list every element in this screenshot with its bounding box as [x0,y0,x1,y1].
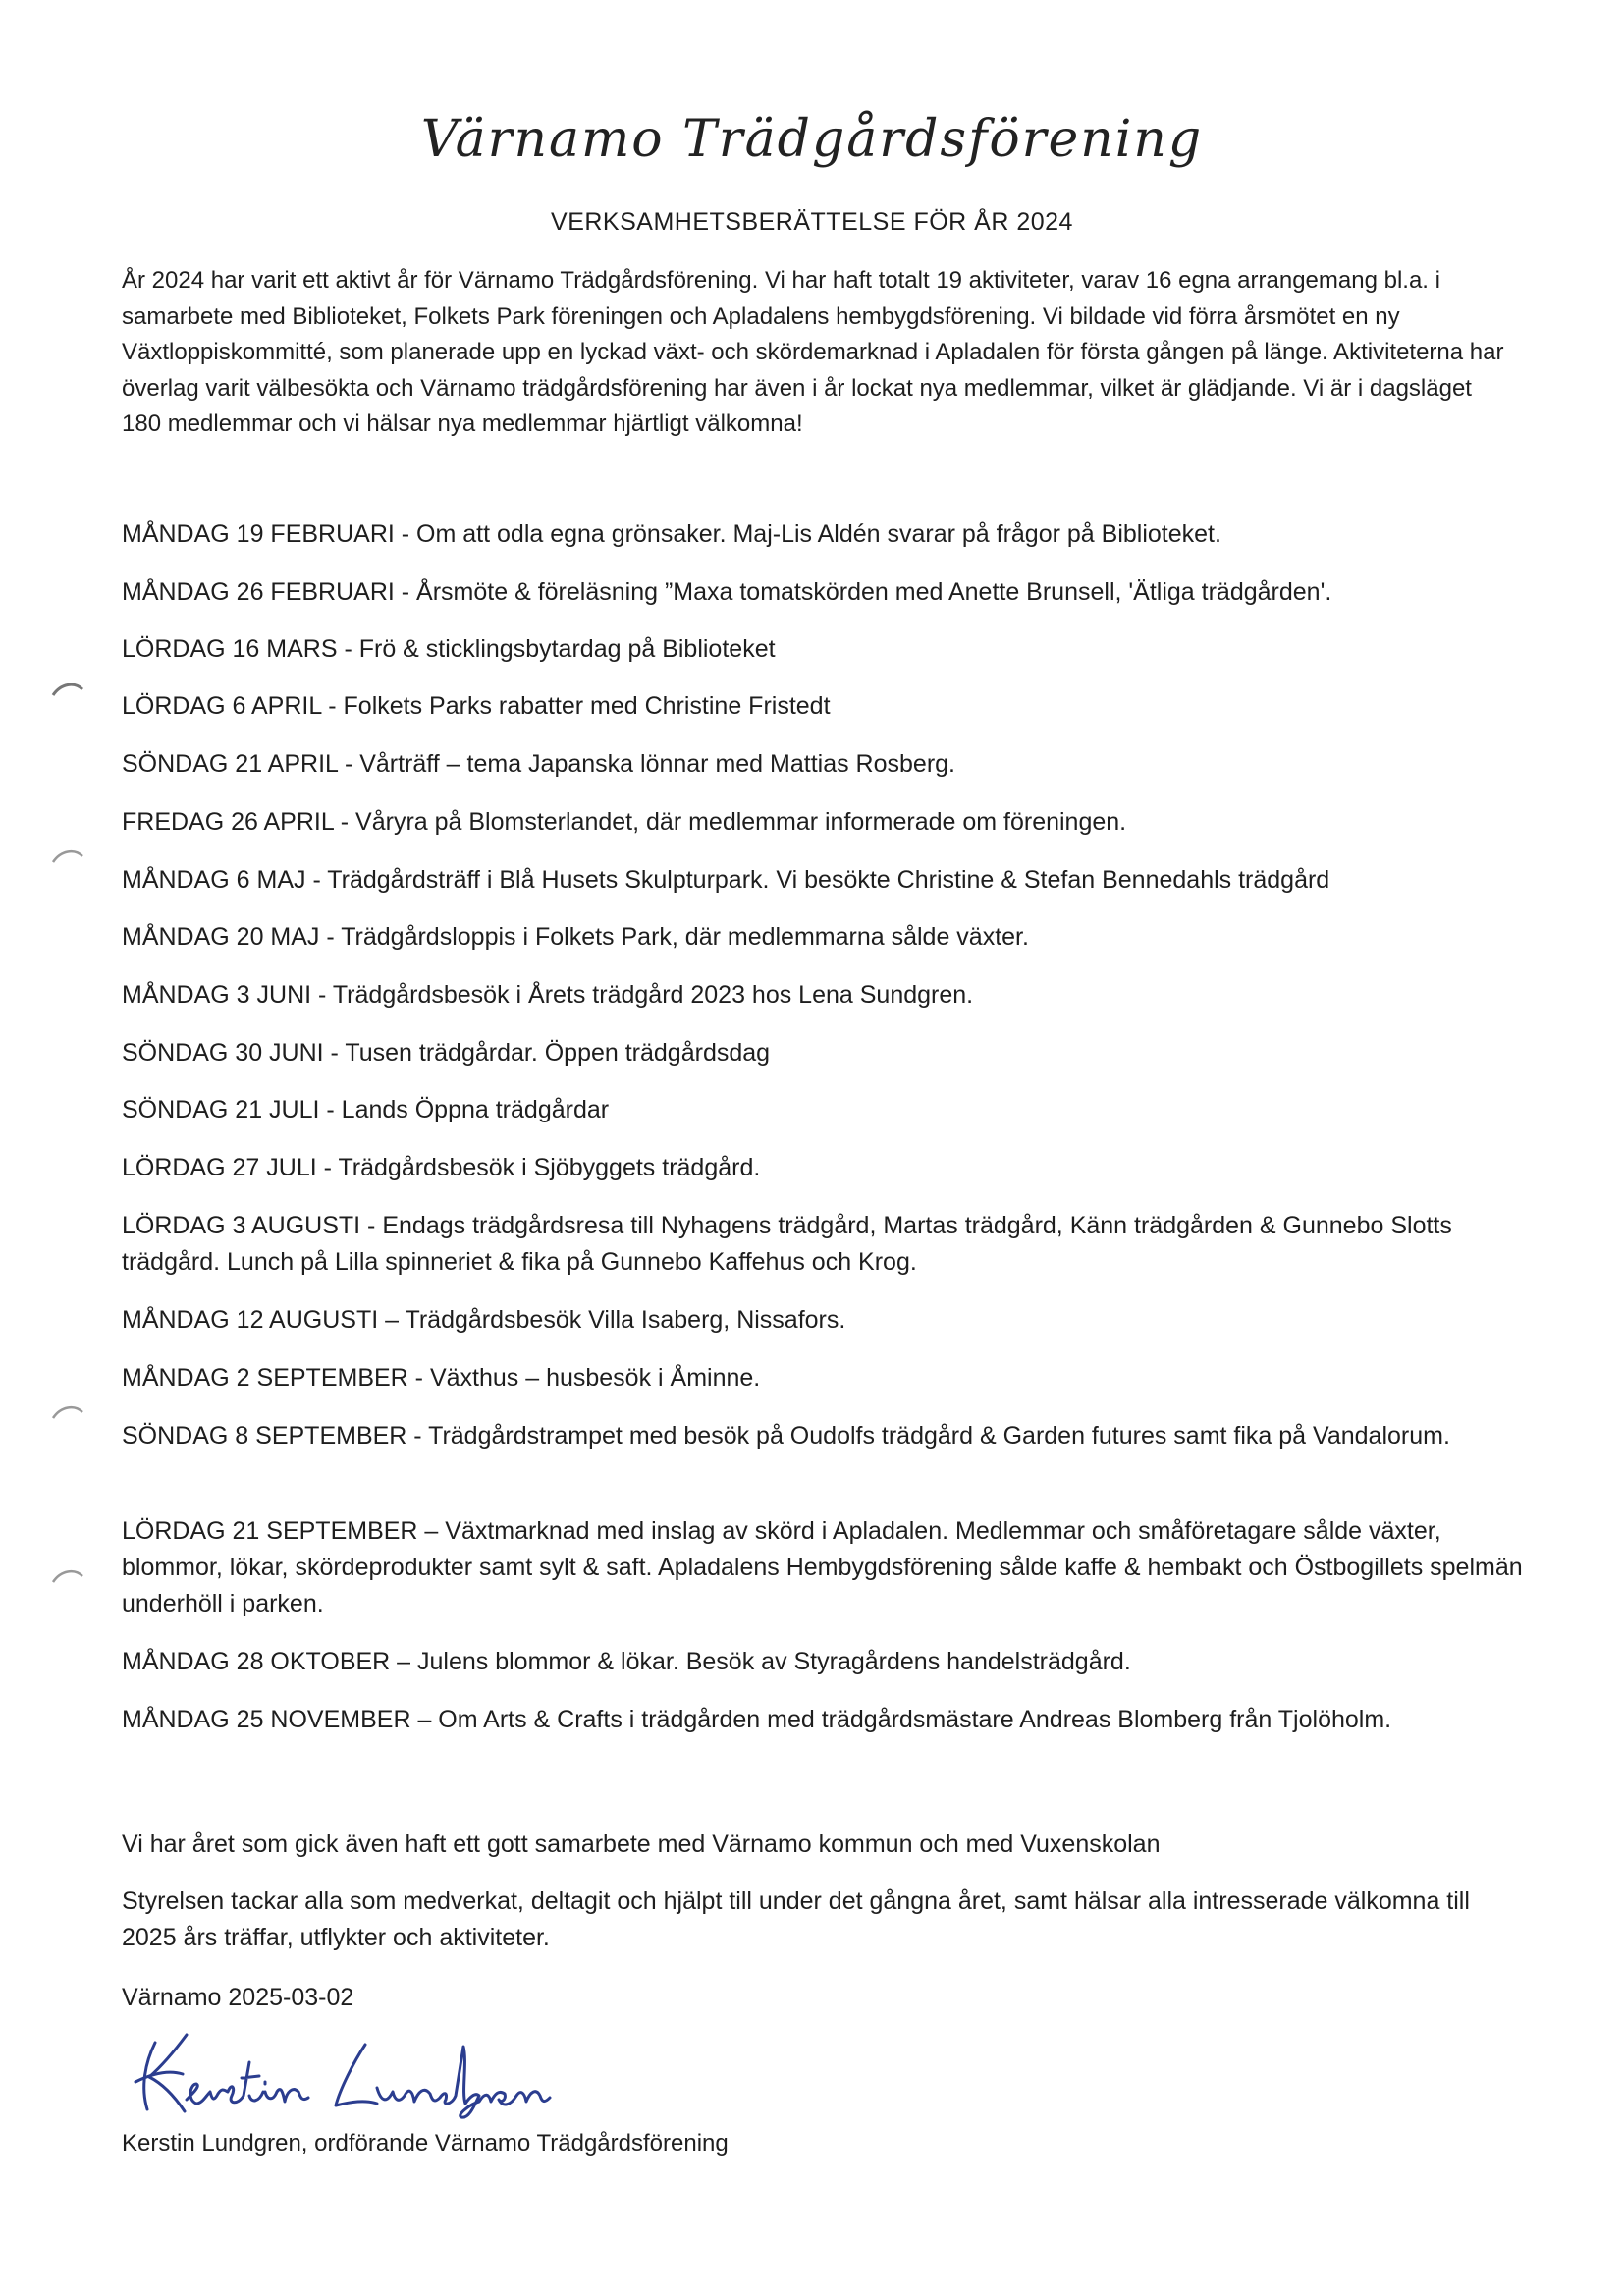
event-item: MÅNDAG 28 OKTOBER – Julens blommor & lökar. Besök av Styragårdens handelsträdgård. [122,1648,1131,1675]
event-item: MÅNDAG 2 SEPTEMBER - Växthus – husbesök i Åminne. [122,1364,761,1392]
punch-hole-mark [51,1402,84,1422]
place-date-text: Värnamo 2025-03-02 [122,1984,354,2011]
event-item: LÖRDAG 3 AUGUSTI - Endags trädgårdsresa till Nyhagens trädgård, Martas trädgård, Känn trädgården & Gunnebo Slotts trädgård. Lunch på Lilla spinneriet & fika på Gunnebo Kaffehus och Krog. [122,1212,1452,1276]
event-item: SÖNDAG 21 JULI - Lands Öppna trädgårdar [122,1096,610,1123]
event-item: LÖRDAG 16 MARS - Frö & sticklingsbytardag på Biblioteket [122,635,776,663]
place-date [122,1980,1536,2016]
event-item: LÖRDAG 27 JULI - Trädgårdsbesök i Sjöbyggets trädgård. [122,1154,761,1181]
event-item: MÅNDAG 12 AUGUSTI – Trädgårdsbesök Villa Isaberg, Nissafors. [122,1306,846,1334]
punch-hole-mark [51,847,84,866]
event-item: FREDAG 26 APRIL - Våryra på Blomsterlandet, där medlemmar informerade om föreningen. [122,808,1127,836]
event-item: MÅNDAG 3 JUNI - Trädgårdsbesök i Årets trädgård 2023 hos Lena Sundgren. [122,981,974,1009]
event-item: MÅNDAG 6 MAJ - Trädgårdsträff i Blå Husets Skulpturpark. Vi besökte Christine & Stefan Bennedahls trädgård [122,866,1330,894]
event-item: MÅNDAG 19 FEBRUARI - Om att odla egna grönsaker. Maj-Lis Aldén svarar på frågor på Biblioteket. [122,520,1221,548]
event-item: SÖNDAG 30 JUNI - Tusen trädgårdar. Öppen trädgårdsdag [122,1039,771,1066]
intro-paragraph [122,263,1516,443]
event-item: MÅNDAG 20 MAJ - Trädgårdsloppis i Folkets Park, där medlemmarna sålde växter. [122,923,1029,951]
punch-hole-mark [51,1566,84,1586]
closing-text-1: Vi har året som gick även haft ett gott samarbete med Värnamo kommun och med Vuxenskolan [122,1831,1161,1858]
event-item: SÖNDAG 21 APRIL - Vårträff – tema Japanska lönnar med Mattias Rosberg. [122,750,955,778]
event-item: MÅNDAG 25 NOVEMBER – Om Arts & Crafts i trädgården med trädgårdsmästare Andreas Blomberg från Tjolöholm. [122,1706,1392,1733]
event-item: LÖRDAG 21 SEPTEMBER – Växtmarknad med inslag av skörd i Apladalen. Medlemmar och småföretagare sålde växter, blommor, lökar, skördeprodukter samt sylt & saft. Apladalens Hembygdsförening sålde kaffe & hembakt och Östbogillets spelmän underhöll i parken. [122,1517,1523,1617]
closing-text-2: Styrelsen tackar alla som medverkat, deltagit och hjälpt till under det gångna året, samt hälsar alla intresserade välkomna till 2025 års träffar, utflykter och aktiviteter. [122,1887,1470,1951]
signatory [122,2125,1300,2161]
document-title: Värnamo Trädgårdsförening [420,110,1204,169]
document-subtitle: VERKSAMHETSBERÄTTELSE FÖR ÅR 2024 [551,208,1073,236]
intro-text: År 2024 har varit ett aktivt år för Värnamo Trädgårdsförening. Vi har haft totalt 19 aktiviteter, varav 16 egna arrangemang bl.a. i samarbete med Biblioteket, Folkets Park föreningen och Apladalens hembygdsförening. Vi bildade vid förra årsmötet en ny Växtloppiskommitté, som planerade upp en lyckad växt- och skördemarknad i Apladalen för första gången på länge. Aktiviteterna har överlag varit välbesökta och Värnamo trädgårdsförening har även i år lockat nya medlemmar, vilket är glädjande. Vi är i dagsläget 180 medlemmar och vi hälsar nya medlemmar hjärtligt välkomna! [122,267,1504,437]
event-item: SÖNDAG 8 SEPTEMBER - Trädgårdstrampet med besök på Oudolfs trädgård & Garden futures samt fika på Vandalorum. [122,1422,1450,1449]
event-item: LÖRDAG 6 APRIL - Folkets Parks rabatter med Christine Fristedt [122,692,831,720]
event-item: MÅNDAG 26 FEBRUARI - Årsmöte & föreläsning ”Maxa tomatskörden med Anette Brunsell, 'Ätliga trädgården'. [122,578,1332,606]
closing-paragraph-2 [122,1884,1496,1956]
punch-hole-mark [51,680,84,699]
signatory-text: Kerstin Lundgren, ordförande Värnamo Trädgårdsförening [122,2130,729,2157]
closing-paragraph-1 [122,1827,1536,1863]
handwritten-signature [126,2023,577,2121]
